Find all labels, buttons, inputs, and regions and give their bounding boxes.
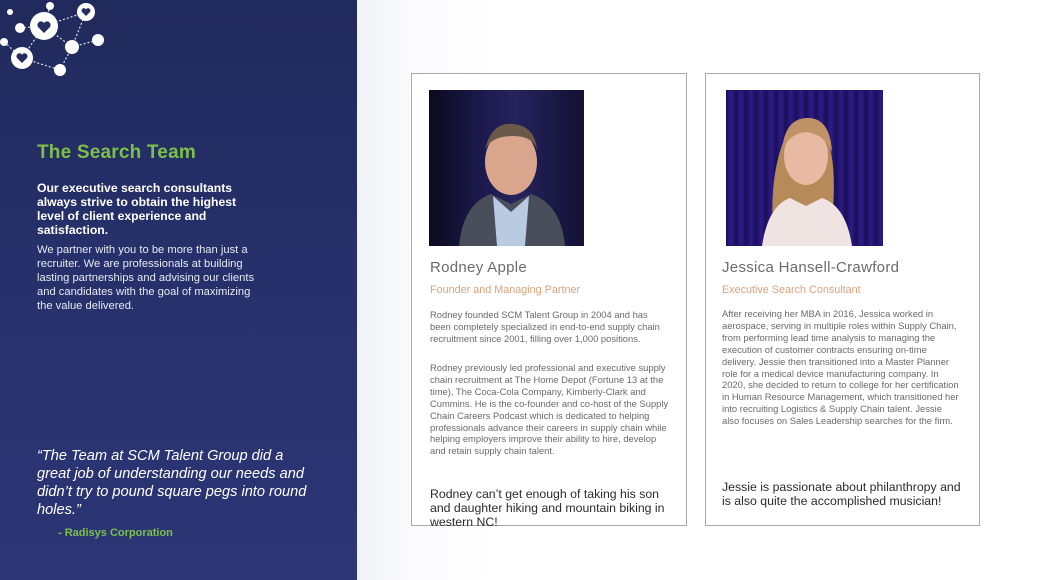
team-card-jessica-hansell-crawford bbox=[705, 73, 980, 526]
member-role: Founder and Managing Partner bbox=[430, 284, 581, 296]
member-personal-note: Jessie is passionate about philanthropy and is also quite the accomplished musician! bbox=[722, 480, 961, 508]
member-personal-note: Rodney can’t get enough of taking his son and daughter hiking and mountain biking in western NC! bbox=[430, 487, 665, 529]
member-name: Jessica Hansell-Crawford bbox=[722, 259, 900, 276]
portrait-figure bbox=[429, 90, 584, 246]
testimonial-attribution: - Radisys Corporation bbox=[58, 527, 173, 539]
portrait-figure bbox=[726, 90, 883, 246]
member-bio: After receiving her MBA in 2016, Jessica worked in aerospace, serving in multiple roles within Supply Chain, from performing lead time analysis to managing the execution of customer contracts ensuring on-time delivery. Jessie then transitioned into a Master Planner role for a medical device manufacturing company. In 2020, she decided to return to college for her certification in Human Resource Management, which transitioned her into recruiting Logistics & Supply Chain talent. Jessie also focuses on Sales Leadership searches for the firm. bbox=[722, 308, 959, 427]
portrait-photo bbox=[429, 90, 584, 246]
team-card-rodney-apple bbox=[411, 73, 687, 529]
member-role: Executive Search Consultant bbox=[722, 284, 861, 296]
portrait-photo bbox=[726, 90, 883, 246]
lead-text: Our executive search consultants always strive to obtain the highest level of client experience and satisfaction. bbox=[37, 181, 237, 237]
left-panel bbox=[0, 0, 357, 580]
testimonial-quote: “The Team at SCM Talent Group did a great job of understanding our needs and didn’t try to pound square pegs into round holes.” bbox=[37, 448, 307, 518]
member-bio: Rodney founded SCM Talent Group in 2004 and has been completely specialized in end-to-end supply chain recruitment since 2001, filling over 1,000 positions. bbox=[430, 309, 660, 344]
network-hearts-logo bbox=[0, 0, 110, 80]
section-title: The Search Team bbox=[37, 142, 196, 163]
member-bio-continued: Rodney previously led professional and executive supply chain recruitment at The Home Depot (Fortune 13 at the time), The Coca-Cola Company, Kimberly-Clark and Cummins. He is the co-founder and co-host of the Supply Chain Careers Podcast which is dedicated to helping professionals advance their careers in supply chain while helping employers improve their ability to hire, develop and retain supply chain talent. bbox=[430, 362, 669, 457]
member-name: Rodney Apple bbox=[430, 259, 528, 276]
body-text: We partner with you to be more than just a recruiter. We are professionals at building lasting partnerships and advising our clients and candidates with the goal of maximizing the value delivered. bbox=[37, 244, 255, 312]
